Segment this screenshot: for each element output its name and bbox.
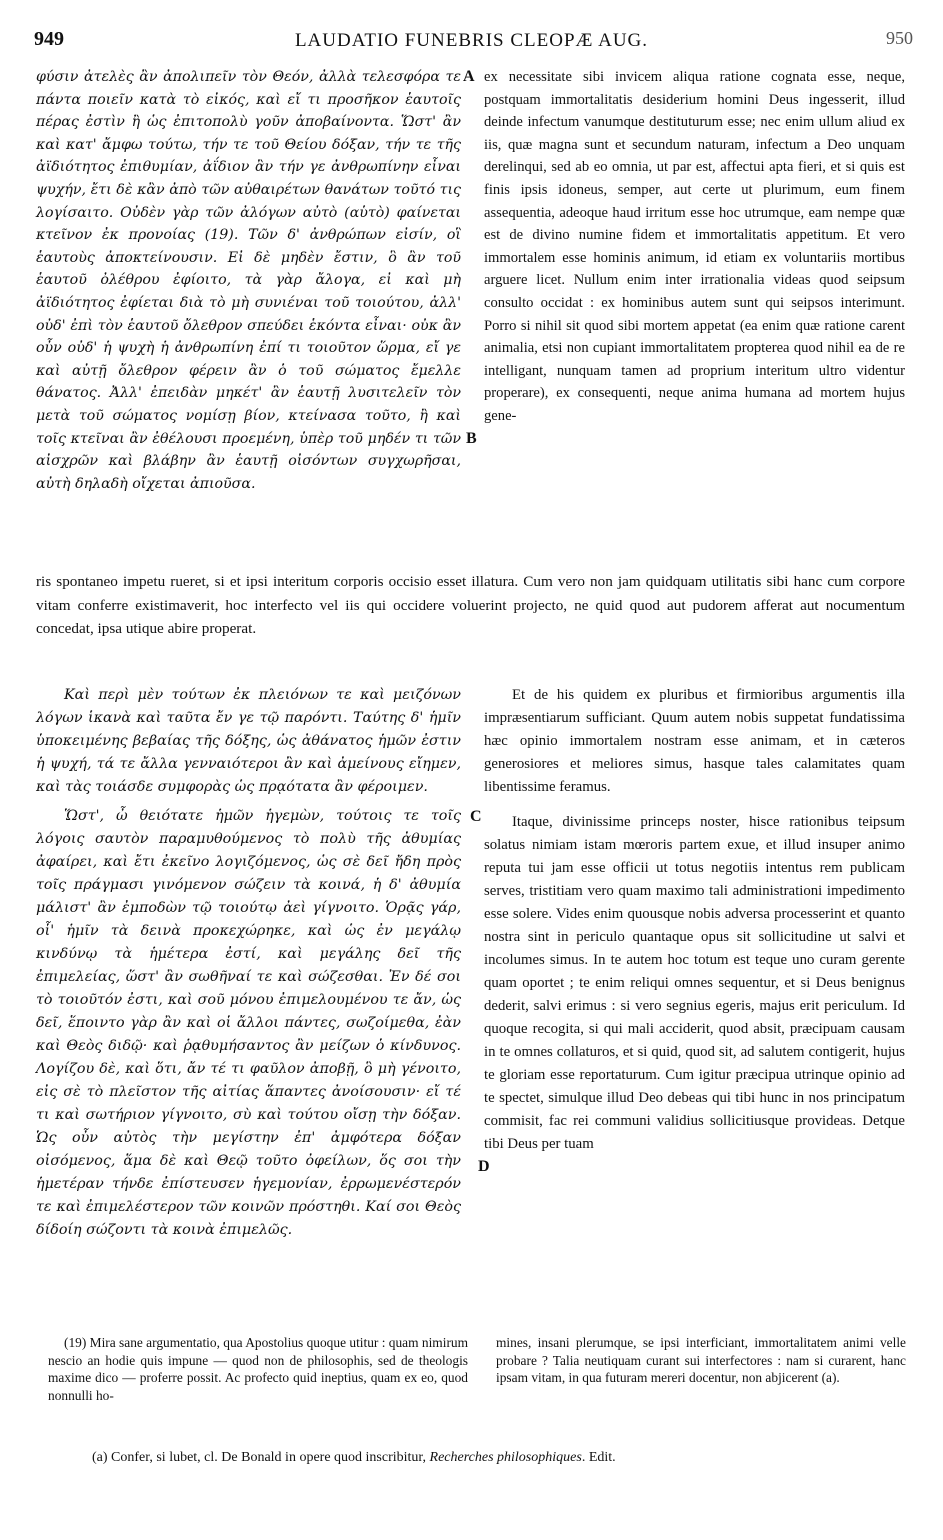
note-19-right xyxy=(496,1334,906,1387)
margin-marker-b: B xyxy=(466,430,477,447)
latin-column-section-1 xyxy=(484,66,905,428)
latin-paragraph-2: Itaque, divinissime princeps noster, hisce rationibus teipsum solatus nimiam istam mœroris partem exue, et illud insuper animo reputa tui jam esse officii ut totus negotiis intentus rem publicam serves, tristitiam vero quam maximo tali administrationi impedimento esse solere. Vides enim quousque nobis adversa processerint et quanto nostra sint in periculo quantaque opus sit sollicitudine ut salvi et incolumes simus. In te autem hoc totum est teque uno curam gerente quam oportet ; te enim reliqui omnes sequentur, et si Deus benignus dederit, salvi erimus : si vero segnius egeris, majus erit periculum. Id quoque recogita, si qui mali acciderit, quod absit, præcipuam causam in te omnes collaturos, et si quid, quod sit, ad salutem contigerit, hujus te gloriam esse reportaturum. Cum igitur præcipua utrinque opinio ad te spectet, simulque illud Deo debeas qui tibi hunc in nos principatum commisit, fac rei communi validius sollicitiusque provideas. Detque tibi Deus per tuam xyxy=(484,814,905,1152)
page-number-left: 949 xyxy=(34,28,64,50)
greek-column-section-1 xyxy=(36,66,461,495)
running-title: LAUDATIO FUNEBRIS CLEOPÆ AUG. xyxy=(294,30,649,51)
greek-paragraph-1: Καὶ περὶ μὲν τούτων ἐκ πλειόνων τε καὶ μειζόνων λόγων ἱκανὰ καὶ ταῦτα ἔν γε τῷ παρόντι. Ταύτης δ' ἡμῖν ὑποκειμένης βεβαίας τῆς δόξης, ὡς ἀθάνατος ἡμῶν ἐστιν ἡ ψυχή, τά τε ἄλλα γενναιότεροι ἂν καὶ ἀμείνους εἴημεν, καὶ τὰς τοιάσδε συμφορὰς ὡς πρᾳότατα ἂν φέροιμεν. xyxy=(36,687,461,795)
margin-marker-d: D xyxy=(478,1158,490,1175)
margin-marker-a: A xyxy=(463,68,475,85)
greek-paragraph: φύσιν ἀτελὲς ἂν ἀπολιπεῖν τὸν Θεόν, ἀλλὰ τελεσφόρα τε πάντα ποιεῖν κατὰ τὸ εἰκός, καὶ εἴ τι προσῆκον ἑαυτοῖς πέρας ἐστὶν ἢ ὡς ἐπιτοπολὺ γοῦν ἀποβαίνοντα. Ὥστ' ἂν καὶ κατ' ἄμφω τούτω, τήν τε τοῦ Θείου δόξαν, τήν τε τῆς ἀϊδιότητος ἐπιθυμίαν, ἀΐδιον ἂν τήν γε ἀνθρωπίνην εἶναι ψυχήν, ἔτι δὲ κἂν ἀπὸ τῶν αὐθαιρέτων θανάτων τοῦτό τις λογίσαιτο. Οὐδὲν γὰρ τῶν ἀλόγων αὐτὸ (αὑτὸ) φαίνεται κτεῖνον ἐκ προνοίας (19). Τῶν δ' ἀνθρώπων εἰσίν, οἳ ἑαυτοὺς ἀποκτείνουσιν. Εἰ δὲ μηδὲν ἔστιν, ὃ ἂν τοῦ ἑαυτοῦ ὀλέθρου ἐφίοιτο, τὰ γὰρ ἄλογα, εἰ καὶ μὴ ἀϊδιότητος ἐφίεται διὰ τὸ μὴ συνιέναι τοῦ τοιούτου, ἀλλ' οὐδ' ἐπὶ τὸν ἑαυτοῦ ὄλεθρον σπεύδει ἑκόντα εἶναι· οὐκ ἂν οὖν οὐδ' ἡ ψυχὴ ἡ ἀνθρωπίνη ἐπί τι τοιοῦτον ὥρμα, εἴ γε καὶ αὐτῇ ὄλεθρον φέρειν ἂν ὁ τοῦ σώματος ἔμελλε θάνατος. Ἀλλ' ἐπειδὰν μηκέτ' ἂν ἑαυτῇ λυσιτελεῖν τὸν μετὰ τοῦ σώματος νομίσῃ βίον, κτείνασα τοῦτο, ἢ καὶ τοῖς κτεῖναι ἂν ἐθέλουσι προεμένη, ὑπὲρ τοῦ μηδέν τι τῶν αἰσχρῶν καὶ βλάβην ἂν ἑαυτῇ οἰσόντων συγχωρῆσαι, αὐτὴ δηλαδὴ οἴχεται ἀπιοῦσα. xyxy=(36,69,461,492)
note-19-continuation: mines, insani plerumque, se ipsi interficiant, immortalitatem animi velle probare ? Talia neutiquam curant sui interfectores : nam si curarent, hanc ipsam vitam, in qua futuram mereri docentur, non abjicerent (a). xyxy=(496,1335,906,1385)
latin-paragraph: ex necessitate sibi invicem aliqua ratione cognata esse, neque, postquam immortalitatis desiderium homini Deus ingesserit, illud deinde infectum vanumque destituturum esse; nec enim ullum aliud ex iis, quæ magna sunt et secundum naturam, infectum a Deo unquam derelinqui, sed ab eo omnia, ut par est, affectui apta fieri, et si quis est finis ipsis idoneus, semper, aut certe ut plurimum, eum finem assequentia, adeoque haud irritum esse hoc utrumque, eam nempe quæ est de divino numine fidem et immortalitatis appetitum. Et vero immortalem esse hominis animum, id etiam ex voluntariis mortibus arguere licet. Nullum enim inter irrationalia videas quod seipsum consulto occidat : ex hominibus autem sunt qui seipsos interimunt. Porro si nihil sit quod sibi mortem appetat (ea enim quæ ratione carent animalia, etsi non cupiant immortalitatem propterea quod nihil ea de re intelligant, nunquam tamen ad proprium interitum ultro videntur properare), ex consequenti, neque anima humana ad mortem hujus gene- xyxy=(484,69,905,424)
greek-column-section-2 xyxy=(36,684,461,1242)
latin-continuation-text: ris spontaneo impetu rueret, si et ipsi interitum corporis occisio esset illatura. Cum vero non jam quidquam utilitatis sibi hanc cum corpore vitam conferre existimaverit, hoc interfecto vel iis qui occidere voluerint projecto, ne quid quod aut pudorem afferat aut nocumentum concedat, ipsa utique abire properat. xyxy=(36,573,905,637)
margin-marker-c: C xyxy=(470,808,482,825)
page-number-right: 950 xyxy=(886,28,913,48)
note-19-text: (19) Mira sane argumentatio, qua Apostolius quoque utitur : quam nimirum nescio an hodie quis impune — quod non de philosophis, sed de theologis maxime dico — proferre possit. Ac profecto quid ineptius, quam ex eo, quod nonnulli ho- xyxy=(48,1335,469,1403)
footnote-book-title: Recherches philosophiques xyxy=(429,1450,582,1465)
latin-paragraph-1: Et de his quidem ex pluribus et firmioribus argumentis illa impræsentiarum sufficiant. Quum autem nobis suppetat fundatissima hæc opinio immortalem nostram esse animam, et in cæteros generosiores et meliores simus, hasque tales calamitates quam libentissime feramus. xyxy=(484,687,905,795)
latin-continuation xyxy=(36,570,905,641)
footnote-text: (a) Confer, si lubet, cl. De Bonald in opere quod inscribitur, xyxy=(92,1450,430,1465)
footnote-edit: . Edit. xyxy=(581,1450,616,1465)
greek-paragraph-2: Ὥστ', ὦ θειότατε ἡμῶν ἡγεμὼν, τούτοις τε τοῖς λόγοις σαυτὸν παραμυθούμενος τὸ πολὺ τῆς ἀθυμίας ἀφαίρει, καὶ ἔτι ἐκεῖνο λογιζόμενος, ὡς σὲ δεῖ ἤδη πρὸς τοῖς πράγμασι γινόμενον σώζειν τὰ κοινά, ἡ δ' ἀθυμία μάλιστ' ἂν ἐμποδὼν τῷ τοιούτῳ ἀεὶ γίγνοιτο. Ὁρᾷς γάρ, οἷ' ἡμῖν τὰ δεινὰ προκεχώρηκε, καὶ ὡς ἐν μεγάλῳ κινδύνῳ τὰ ἡμέτερα ἐστί, καὶ μεγάλης δεῖ τῆς ἐπιμελείας, ὥστ' ἂν σωθῆναί τε καὶ σώζεσθαι. Ἐν δέ σοι τὸ τοιοῦτόν ἐστι, καὶ σοῦ μόνου ἐπιμελουμένου τε ἄν, ὡς δεῖ, ἕποιντο γὰρ ἂν καὶ οἱ ἄλλοι πάντες, σωζοίμεθα, ἐὰν καὶ Θεὸς διδῷ· καὶ ῥᾳθυμήσαντος ἂν μείζων ὁ κίνδυνος. Λογίζου δὲ, καὶ ὅτι, ἄν τέ τι φαῦλον ἀποβῇ, ὃ μὴ γένοιτο, εἰς σὲ τὸ πλεῖστον τῆς αἰτίας ἅπαντες ἀνοίσουσιν· εἴ τέ τι καὶ σωτήριον γίγνοιτο, σὺ καὶ τούτου οἴσῃ τὴν δόξαν. Ὡς οὖν αὐτὸς τὴν μεγίστην ἐπ' ἀμφότερα δόξαν οἰσόμενος, ἅμα δὲ καὶ Θεῷ τοῦτο ὀφείλων, ὅς σοι τὴν ἡμετέραν τήνδε ἐπίστευσεν ἡγεμονίαν, ἐρρωμενέστερόν τε καὶ ἐπιμελέστερον τῶν κοινῶν πρόστηθι. Καί σοι Θεὸς δίδοίη σώζοντι τὰ κοινὰ ἐπιμελῶς. xyxy=(36,808,461,1238)
editor-footnote xyxy=(92,1448,904,1468)
note-19-left xyxy=(48,1334,468,1404)
latin-column-section-2 xyxy=(484,684,905,1156)
page-header xyxy=(30,28,913,58)
